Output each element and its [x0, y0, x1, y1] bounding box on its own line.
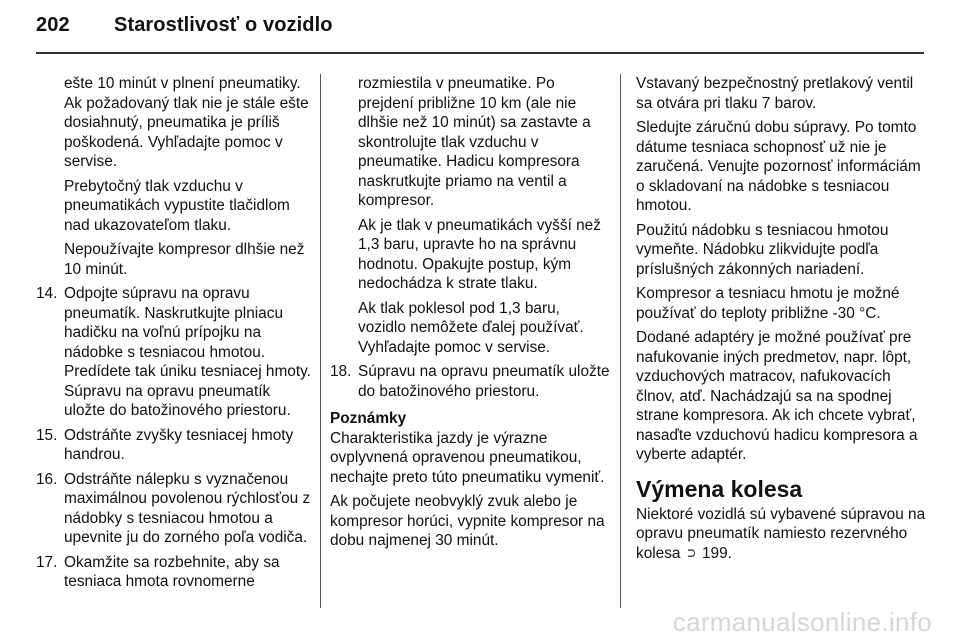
section-text: Niektoré vozidlá sú vybavené súpravou na opravu pneumatík namiesto rezervného kolesa — [636, 505, 926, 562]
paragraph: Kompresor a tesniacu hmotu je možné používať do teploty približne -30 °C. — [636, 285, 900, 322]
paragraph: Ak je tlak v pneumatikách vyšší než 1,3 baru, upravte ho na správnu hodnotu. Opakujte postup, kým nedochádza k strate tlaku. — [358, 216, 601, 292]
paragraph: rozmiestila v pneumatike. Po prejdení približne 10 km (ale nie dlhšie než 10 minút) sa zastavte a skontrolujte tlak vzduchu v pneumatike. Hadicu kompresora naskrutkujte priamo na ventil a kompresor. — [358, 75, 591, 209]
item-text: Okamžite sa rozbehnite, aby sa tesniaca hmota rovnomerne — [64, 553, 280, 590]
item-text: Odpojte súpravu na opravu pneumatík. Naskrutkujte plniacu hadičku na voľnú prípojku na nádobke s tesniacou hmotou. Predídete tak úniku tesniacej hmoty. Súpravu na opravu pneumatík uložte do batožinového priestoru. — [64, 285, 311, 419]
page-header — [36, 14, 333, 37]
paragraph: Použitú nádobku s tesniacou hmotou vymeňte. Nádobku zlikvidujte podľa príslušných zákonných nariadení. — [636, 221, 889, 278]
chapter-title: Starostlivosť o vozidlo — [114, 14, 333, 36]
paragraph: Vstavaný bezpečnostný pretlakový ventil sa otvára pri tlaku 7 barov. — [636, 75, 914, 112]
paragraph: Ak tlak poklesol pod 1,3 baru, vozidlo nemôžete ďalej používať. Vyhľadajte pomoc v servise. — [358, 299, 584, 356]
note-paragraph: Charakteristika jazdy je výrazne ovplyvnená opravenou pneumatikou, nechajte preto túto pneumatiku vymeniť. — [330, 429, 605, 486]
item-number: 17. — [36, 553, 58, 571]
paragraph: Dodané adaptéry je možné používať pre nafukovanie iných predmetov, napr. lôpt, vzduchových matracov, nafukovacích člnov, atď. Nachádzajú sa na spodnej strane kompresora. Ak ich chcete vybrať, nasaďte vzduchovú hadicu kompresora a vyberte adaptér. — [636, 329, 918, 463]
item-text: Odstráňte nálepku s vyznačenou maximálnou povolenou rýchlosťou z nádobky s tesniacou hmotou a upevnite ju do zorného poľa vodiča. — [64, 470, 311, 546]
section-title: Výmena kolesa — [636, 475, 803, 502]
column-divider-2 — [620, 74, 621, 608]
paragraph: Nepoužívajte kompresor dlhšie než 10 minút. — [64, 241, 305, 278]
list-item — [36, 426, 312, 465]
page-reference-arrow-icon: ⊃ — [686, 544, 696, 562]
list-item — [36, 553, 312, 592]
item-text: Odstráňte zvyšky tesniacej hmoty handrou. — [64, 426, 294, 463]
list-item — [36, 284, 312, 421]
item-number: 18. — [330, 363, 352, 380]
header-rule — [36, 52, 924, 54]
paragraph: Sledujte záručnú dobu súpravy. Po tomto dátume tesniaca schopnosť už nie je zaručená. Venujte pozornosť informáciám o skladovaní na nádobke s tesniacou hmotou. — [636, 119, 921, 214]
section-paragraph — [636, 505, 926, 564]
item-number: 15. — [36, 426, 58, 444]
list-item — [36, 470, 312, 548]
note-heading: Poznámky — [330, 410, 407, 427]
paragraph: Prebytočný tlak vzduchu v pneumatikách vypustite tlačidlom nad ukazovateľom tlaku. — [64, 177, 290, 234]
column-divider-1 — [320, 74, 321, 608]
note-paragraph: Ak počujete neobvyklý zvuk alebo je kompresor horúci, vypnite kompresor na dobu najmenej 30 minút. — [330, 493, 605, 549]
list-item — [330, 362, 610, 401]
column-3 — [636, 74, 926, 568]
paragraph: ešte 10 minút v plnení pneumatiky. Ak požadovaný tlak nie je stále ešte dosiahnutý, pneumatika je príliš poškodená. Vyhľadajte pomoc v servise. — [64, 75, 309, 170]
column-2 — [330, 74, 610, 556]
column-1 — [36, 74, 312, 597]
item-number: 14. — [36, 285, 58, 302]
item-number: 16. — [36, 470, 58, 488]
page-reference-link[interactable]: 199. — [701, 544, 732, 562]
watermark: carmanualsonline.info — [672, 607, 932, 637]
item-text: Súpravu na opravu pneumatík uložte do batožinového priestoru. — [358, 363, 610, 400]
page-number: 202 — [36, 14, 70, 36]
